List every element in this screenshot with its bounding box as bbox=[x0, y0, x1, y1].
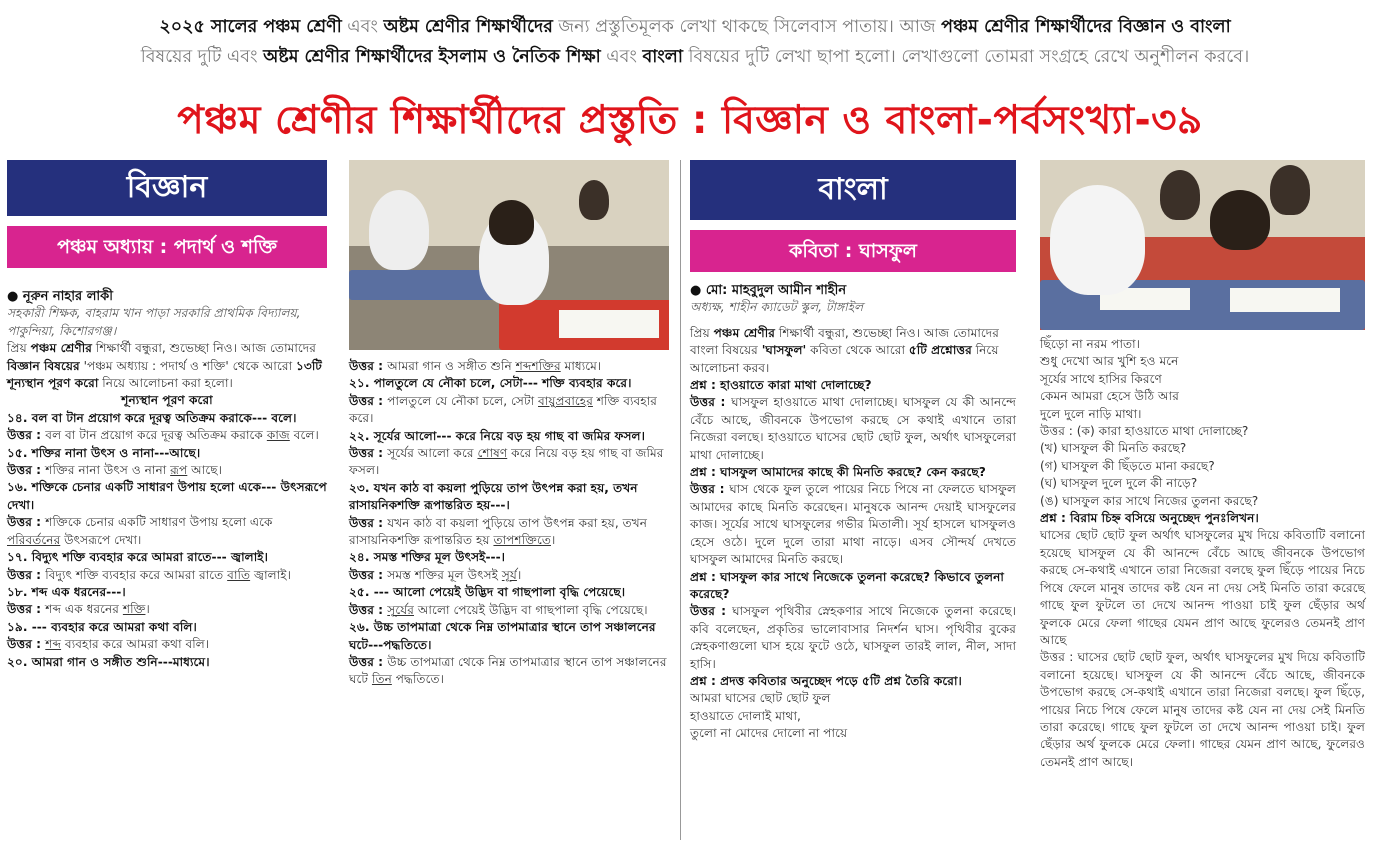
text-run: পঞ্চম শ্রেণীর bbox=[713, 325, 775, 340]
punctuation-answer: উত্তর : ঘাসের ছোট ছোট ফুল, অর্থাৎ ঘাসফুলের মুখ দিয়ে কবিতাটি বলানো হয়েছে। ঘাসফুল যে কী আনন্দে বেঁচে আছে, জীবনকে উপভোগ করছে সে-কথাই এখানে তারা নিজেরা বলছে। ফুল ছিঁড়ে, পায়ের নিচে পিষে ফেলে মানুষ তাদের কষ্ট যেন না দেয় সেই মিনতি তারা করেছে। গাছে ফুল ফুটলে তা দেখে আনন্দ পাওয়া চাই। ফুল ছেঁড়ার অর্থ ফুলকে মেরে ফেলা। গাছের যেমন প্রাণ আছে, ফুলেরও তেমনই প্রাণ আছে। bbox=[1040, 650, 1365, 769]
answer bbox=[7, 462, 327, 479]
bangla-chapter-banner: কবিতা : ঘাসফুল bbox=[690, 230, 1016, 272]
text-run: শিক্ষার্থী বন্ধুরা, শুভেচ্ছা নিও। আজ তোমাদের bbox=[91, 341, 316, 356]
text-run: ১৩টি শূন্যস্থান পূরণ করো bbox=[7, 358, 322, 391]
answer-run: উত্তর : bbox=[7, 428, 46, 443]
answer-run: শক্তির নানা উৎস ও নানা bbox=[45, 463, 171, 478]
question: ২৬. উচ্চ তাপমাত্রা থেকে নিম্ন তাপমাত্রার স্থানে তাপ সঞ্চালনের ঘটে---পদ্ধতিতে। bbox=[349, 620, 656, 652]
question: ১৯. --- ব্যবহার করে আমরা কথা বলি। bbox=[7, 619, 197, 634]
answer-run: জ্বালাই। bbox=[250, 567, 291, 582]
text-run: বিষয়ের দুটি লেখা ছাপা হলো। লেখাগুলো তোমরা সংগ্রহে রেখে অনুশীলন করবে। bbox=[682, 47, 1250, 67]
line: (ঙ) ঘাসফুল কার সাথে নিজের তুলনা করছে? bbox=[1040, 493, 1259, 508]
answer-run: তিন bbox=[371, 672, 392, 687]
exercise-answers bbox=[1040, 423, 1365, 510]
answer-run: উত্তর : bbox=[7, 602, 46, 617]
answer-run: শব্দশক্তির bbox=[515, 359, 561, 373]
answer-run: উত্তর : bbox=[7, 637, 46, 652]
answer bbox=[349, 654, 669, 689]
text-run: বাংলা bbox=[642, 47, 683, 67]
answer-run: বায়ুপ্রবাহের bbox=[538, 393, 593, 408]
answer-run: সূর্যের bbox=[387, 602, 414, 617]
answer bbox=[349, 515, 669, 550]
line: হাওয়াতে দোলাই মাথা, bbox=[690, 708, 801, 723]
answer bbox=[7, 427, 327, 444]
line: (খ) ঘাসফুল কী মিনতি করছে? bbox=[1040, 441, 1187, 456]
answer-run: বিদ্যুৎ শক্তি ব্যবহার করে আমরা রাতে bbox=[45, 567, 228, 582]
answer-run: । bbox=[145, 602, 150, 617]
answer-run: উত্তর : bbox=[349, 446, 388, 461]
answer-run: শক্তিকে চেনার একটি সাধারণ উপায় হলো একে bbox=[45, 515, 273, 530]
poem-part-2 bbox=[1040, 336, 1365, 423]
answer bbox=[349, 358, 669, 375]
question: প্রশ্ন : হাওয়াতে কারা মাথা দোলাচ্ছে? bbox=[690, 378, 872, 393]
bangla-subject-banner: বাংলা bbox=[690, 160, 1016, 220]
question: ১৫. শক্তির নানা উৎস ও নানা---আছে। bbox=[7, 445, 201, 460]
answer-run: শোষণ bbox=[477, 446, 508, 461]
answer bbox=[349, 602, 669, 619]
answer: উত্তর : ঘাসফুল পৃথিবীর স্নেহকণার সাথে নিজেকে তুলনা করেছে। কবি বলেছেন, প্রকৃতির ভালোবাসার নিদর্শন ঘাস। পৃথিবীর বুকের স্নেহকণাগুলো ঘাস হয়ে ফুটে ওঠে, ঘাসফুল তারই লাল, নীল, সাদা হাসি। bbox=[690, 604, 1016, 671]
line: উত্তর : (ক) কারা হাওয়াতে মাথা দোলাচ্ছে? bbox=[1040, 424, 1249, 439]
line: ছিঁড়ো না নরম পাতা। bbox=[1040, 337, 1141, 351]
intro-line-2 bbox=[30, 42, 1360, 72]
science-column-2 bbox=[349, 160, 669, 689]
text-run: শিক্ষার্থী বন্ধুরা, শুভেচ্ছা নিও। আজ তোমাদের বাংলা বিষয়ের bbox=[690, 325, 999, 358]
page-headline: পঞ্চম শ্রেণীর শিক্ষার্থীদের প্রস্তুতি : বিজ্ঞান ও বাংলা-পর্বসংখ্যা-৩৯ bbox=[177, 98, 1203, 143]
answer-run: উৎসরূপে দেখা। bbox=[60, 532, 142, 547]
text-run: নিয়ে আলোচনা করা হলো। bbox=[98, 376, 233, 391]
answer-run: শব্দ এক ধরনের bbox=[45, 602, 123, 617]
answer bbox=[349, 567, 669, 584]
answer-run: সূর্যের আলো করে bbox=[387, 446, 478, 461]
question: ২২. সূর্যের আলো--- করে নিয়ে বড় হয় গাছ বা জমির ফসল। bbox=[349, 428, 645, 443]
answer-run: । bbox=[516, 567, 522, 582]
answer-run: আমরা গান ও সঙ্গীত শুনি bbox=[387, 359, 516, 373]
line: শুধু দেখো আর খুশি হও মনে bbox=[1040, 354, 1179, 369]
bangla-column-2 bbox=[1040, 160, 1365, 771]
answer-run: পরিবর্তনের bbox=[7, 532, 61, 547]
text-run: পঞ্চম শ্রেণীর bbox=[30, 341, 92, 356]
science-section-title: শূন্যস্থান পূরণ করো bbox=[121, 393, 213, 408]
line: আমরা ঘাসের ছোট ছোট ফুল bbox=[690, 691, 831, 706]
answer bbox=[349, 445, 669, 480]
answer-run: আলো পেয়েই উদ্ভিদ বা গাছপালা বৃদ্ধি পেয়েছে। bbox=[413, 602, 648, 617]
answer-run: শক্তি ব্যবহার করে। bbox=[349, 393, 657, 426]
answer-run: উত্তর : bbox=[349, 359, 388, 373]
text-run: 'ঘাসফুল' bbox=[761, 343, 807, 358]
line: কেমন আমরা হেসে উঠি আর bbox=[1040, 389, 1179, 404]
answer bbox=[7, 567, 327, 584]
line: (গ) ঘাসফুল কী ছিঁড়তে মানা করছে? bbox=[1040, 458, 1215, 473]
answer-run: বল বা টান প্রয়োগ করে দূরত্ব অতিক্রম করাকে bbox=[45, 428, 267, 443]
text-run: ৫টি প্রশ্নোত্তর bbox=[908, 343, 972, 358]
answer-run: সমস্ত শক্তির মূল উৎসই bbox=[387, 567, 502, 582]
text-run: অষ্টম শ্রেণীর শিক্ষার্থীদের ইসলাম ও নৈতিক শিক্ষা bbox=[263, 47, 601, 67]
text-run: পঞ্চম শ্রেণী bbox=[263, 17, 342, 37]
line: (ঘ) ঘাসফুল দুলে দুলে কী নাড়ে? bbox=[1040, 476, 1198, 491]
answer-run: মাধ্যমে। bbox=[560, 359, 602, 373]
answer-run: উত্তর : bbox=[7, 463, 46, 478]
answer bbox=[7, 514, 327, 549]
text-run: জন্য প্রস্তুতিমূলক লেখা থাকছে সিলেবাস পাতায়। আজ bbox=[552, 17, 942, 37]
science-author-role: সহকারী শিক্ষক, বাহরাম খান পাড়া সরকারি প্রাথমিক বিদ্যালয়, পাকুন্দিয়া, কিশোরগঞ্জ। bbox=[7, 306, 301, 338]
answer-run: সূর্য bbox=[501, 567, 517, 582]
answer-run: পদ্ধতিতে। bbox=[391, 672, 444, 687]
punctuation-text: ঘাসের ছোট ছোট ফুল অর্থাৎ ঘাসফুলের মুখ দিয়ে কবিতাটি বলানো হয়েছে ঘাসফুল যে কী আনন্দে বেঁচে আছে জীবনকে উপভোগ করছে সে-কথাই এখানে তারা নিজেরা বলছে ফুল ছিঁড়ে পায়ের নিচে পিষে ফেলে মানুষ তাদের কষ্ট যেন না দেয় সেই মিনতি তারা করেছে গাছে ফুল ফুটলে তা দেখে আনন্দ পাওয়া চাই ফুল ছেঁড়ার অর্থ ফুলকে মেরে ফেলা গাছের যেমন প্রাণ আছে ফুলেরও তেমনই প্রাণ আছে bbox=[1040, 528, 1365, 647]
bangla-author-role: অধ্যক্ষ, শাহীন ক্যাডেট স্কুল, টাঙ্গাইল bbox=[690, 300, 864, 315]
question: ১৪. বল বা টান প্রয়োগ করে দূরত্ব অতিক্রম করাকে--- বলে। bbox=[7, 410, 297, 425]
question: ১৬. শক্তিকে চেনার একটি সাধারণ উপায় হলো একে--- উৎসরূপে দেখা। bbox=[7, 480, 327, 512]
punctuation-question: প্রশ্ন : বিরাম চিহ্ন বসিয়ে অনুচ্ছেদ পুনঃলিখন। bbox=[1040, 511, 1259, 526]
answer-run: যখন কাঠ বা কয়লা পুড়িয়ে তাপ উৎপন্ন করা হয়, তখন রাসায়নিকশক্তি রূপান্তরিত হয় bbox=[349, 515, 648, 548]
line: তুলো না মোদের দোলো না পায়ে bbox=[690, 726, 848, 741]
line: দুলে দুলে নাড়ি মাথা। bbox=[1040, 406, 1142, 421]
science-qa-list-1 bbox=[7, 410, 327, 671]
answer-run: শব্দ bbox=[45, 637, 62, 652]
bangla-author: ● মো: মাহবুদুল আমীন শাহীন bbox=[690, 283, 847, 298]
column-divider bbox=[680, 160, 681, 840]
text-run: নিয়ে আলোচনা করব। bbox=[690, 343, 999, 375]
science-chapter-banner: পঞ্চম অধ্যায় : পদার্থ ও শক্তি bbox=[7, 226, 327, 268]
answer bbox=[7, 601, 327, 618]
answer-run: । bbox=[550, 533, 556, 548]
science-column bbox=[7, 160, 327, 671]
bangla-greeting bbox=[690, 325, 1016, 377]
answer-run: বলে। bbox=[289, 428, 319, 443]
question: প্রশ্ন : ঘাসফুল কার সাথে নিজেকে তুলনা করেছে? কিভাবে তুলনা করেছে? bbox=[690, 569, 1004, 601]
answer-run: উত্তর : bbox=[349, 602, 388, 617]
answer-run: উত্তর : bbox=[349, 654, 388, 669]
answer bbox=[7, 636, 327, 653]
answer-run: আছে। bbox=[187, 463, 223, 478]
classroom-photo-2 bbox=[1040, 160, 1365, 330]
answer-run: উত্তর : bbox=[349, 393, 388, 408]
answer-run: উত্তর : bbox=[7, 515, 46, 530]
text-run: বিষয়ের দুটি এবং bbox=[140, 47, 264, 67]
intro-line-1 bbox=[30, 12, 1360, 42]
answer-run: কাজ bbox=[266, 428, 290, 443]
intro-text bbox=[30, 12, 1360, 72]
answer-run: উচ্চ তাপমাত্রা থেকে নিম্ন তাপমাত্রার স্থানে তাপ সঞ্চালনের ঘটে bbox=[349, 654, 667, 687]
answer: উত্তর : ঘাস থেকে ফুল তুলে পায়ের নিচে পিষে না ফেলতে ঘাসফুল আমাদের কাছে মিনতি করেছেন। মানুষকে আনন্দ দেয়াই ঘাসফুলের কাজ। সূর্যের সাথে ঘাসফুলের গভীর মিতালী। সূর্য হাসলে ঘাসফুলও হেসে ওঠে। দুলে দুলে তারা মাথা নাড়ে। এসব সৌন্দর্য দেখতে ঘাসফুল আমাদের মিনতি করছে। bbox=[690, 482, 1016, 567]
text-run: প্রিয় bbox=[7, 341, 31, 356]
text-run: প্রিয় bbox=[690, 325, 714, 340]
answer-run: তাপশক্তিতে bbox=[493, 533, 551, 548]
answer: উত্তর : ঘাসফুল হাওয়াতে মাথা দোলাচ্ছে। ঘাসফুল যে কী আনন্দে বেঁচে আছে, জীবনকে উপভোগ করছে সে কথাই এখানে তারা নিজেরা বলছে। হাওয়াতে ঘাসের ছোট ছোট ফুল, অর্থাৎ ঘাসফুলেরা মাথা দোলাচ্ছে। bbox=[690, 395, 1016, 462]
question: ১৭. বিদ্যুৎ শক্তি ব্যবহার করে আমরা রাতে--- জ্বালাই। bbox=[7, 550, 268, 565]
poem-part-1 bbox=[690, 690, 1016, 742]
text-run: এবং bbox=[600, 47, 643, 67]
answer-run: শক্তি bbox=[122, 602, 146, 617]
answer-run: রূপ bbox=[170, 463, 188, 478]
science-author: ● নূরুন নাহার লাকী bbox=[7, 289, 113, 304]
science-subject-banner: বিজ্ঞান bbox=[7, 160, 327, 216]
text-run: 'পঞ্চম অধ্যায় : পদার্থ ও শক্তি' থেকে আরো bbox=[79, 358, 296, 373]
science-greeting bbox=[7, 340, 327, 392]
answer-run: উত্তর : bbox=[349, 567, 388, 582]
bangla-column bbox=[690, 160, 1016, 743]
question: ২৪. সমস্ত শক্তির মূল উৎসই---। bbox=[349, 550, 506, 565]
bangla-qa-list bbox=[690, 377, 1016, 690]
question: ২৫. --- আলো পেয়েই উদ্ভিদ বা গাছপালা বৃদ্ধি পেয়েছে। bbox=[349, 585, 626, 600]
answer-run: উত্তর : bbox=[349, 515, 388, 530]
answer-run: উত্তর : bbox=[7, 567, 46, 582]
answer-run: পালতুলে যে নৌকা চলে, সেটা bbox=[387, 393, 538, 408]
question: প্রশ্ন : প্রদত্ত কবিতার অনুচ্ছেদ পড়ে ৫টি প্রশ্ন তৈরি করো। bbox=[690, 673, 962, 688]
text-run: ২০২৫ সালের bbox=[159, 17, 264, 37]
classroom-photo-1 bbox=[349, 160, 669, 350]
question: ২১. পালতুলে যে নৌকা চলে, সেটা--- শক্তি ব্যবহার করে। bbox=[349, 376, 632, 391]
text-run: অষ্টম শ্রেণীর শিক্ষার্থীদের bbox=[383, 17, 553, 37]
question: ১৮. শব্দ এক ধরনের---। bbox=[7, 584, 126, 599]
answer-run: ব্যবহার করে আমরা কথা বলি। bbox=[61, 637, 210, 652]
text-run: পঞ্চম শ্রেণীর শিক্ষার্থীদের বিজ্ঞান ও বাংলা bbox=[941, 17, 1231, 37]
text-run: কবিতা থেকে আরো bbox=[806, 343, 909, 358]
question: ২৩. যখন কাঠ বা কয়লা পুড়িয়ে তাপ উৎপন্ন করা হয়, তখন রাসায়নিকশক্তি রূপান্তরিত হয়---। bbox=[349, 480, 638, 513]
answer-run: বাতি bbox=[227, 567, 251, 582]
text-run: এবং bbox=[341, 17, 384, 37]
science-qa-list-2 bbox=[349, 358, 669, 689]
answer-run: করে নিয়ে বড় হয় গাছ বা জমির ফসল। bbox=[349, 446, 664, 478]
question: প্রশ্ন : ঘাসফুল আমাদের কাছে কী মিনতি করছে? কেন করছে? bbox=[690, 465, 986, 480]
line: সূর্যের সাথে হাসির কিরণে bbox=[1040, 371, 1162, 386]
text-run: বিজ্ঞান বিষয়ের bbox=[7, 358, 80, 373]
question: ২০. আমরা গান ও সঙ্গীত শুনি---মাধ্যমে। bbox=[7, 654, 210, 669]
answer bbox=[349, 393, 669, 428]
